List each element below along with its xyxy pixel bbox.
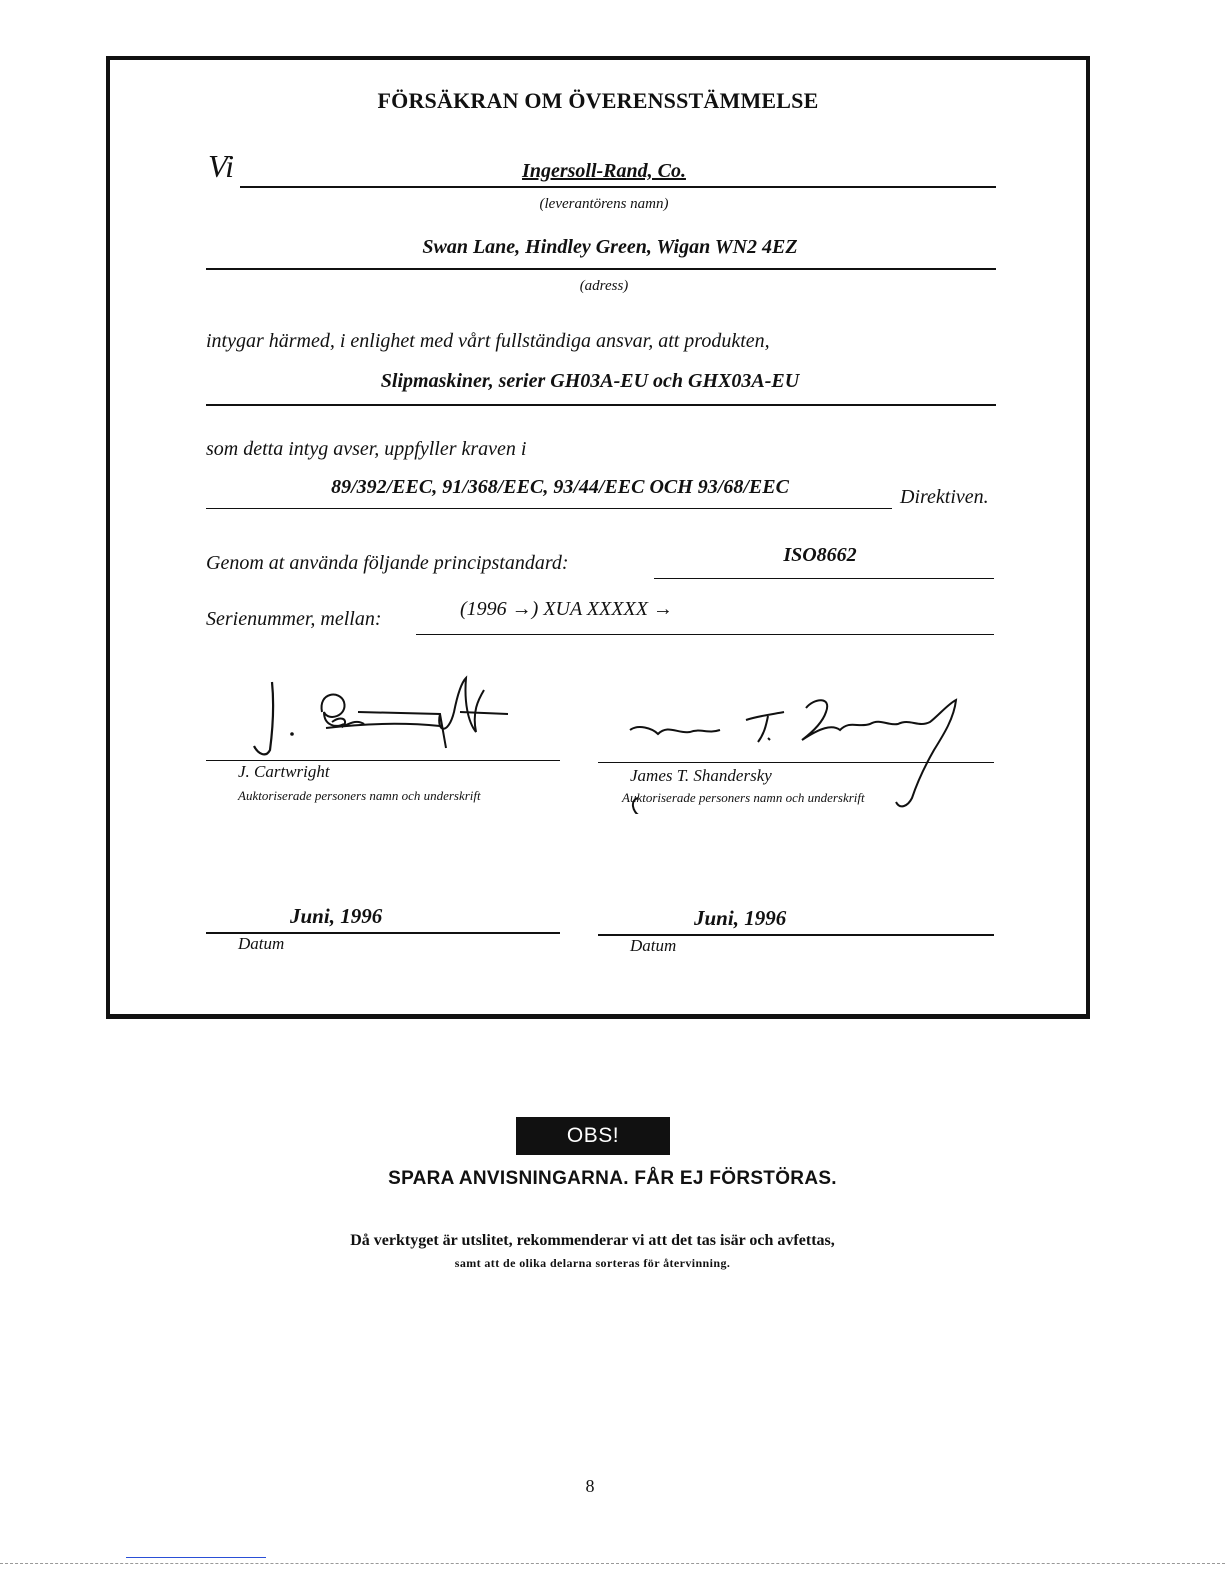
directives-line <box>206 508 892 509</box>
supplier-name: Ingersoll-Rand, Co. <box>522 160 686 182</box>
left-date-caption: Datum <box>238 934 285 953</box>
product-line <box>206 404 996 406</box>
obs-badge: OBS! <box>516 1117 670 1155</box>
declaration-text: intygar härmed, i enlighet med vårt fullständiga ansvar, att produkten, <box>206 330 770 352</box>
standard-value: ISO8662 <box>783 544 857 566</box>
left-date: Juni, 1996 <box>290 904 383 928</box>
directives-list: 89/392/EEC, 91/368/EEC, 93/44/EEC OCH 93/68/EEC <box>331 476 789 498</box>
left-signer-caption: Auktoriserade personers namn och underskrift <box>238 788 481 803</box>
right-signature-line <box>598 762 994 763</box>
page-edge-dashes <box>0 1563 1225 1564</box>
address-line <box>206 268 996 270</box>
recycling-line-1: Då verktyget är utslitet, rekommenderar vi att det tas isär och avfettas, <box>350 1232 835 1249</box>
supplier-address: Swan Lane, Hindley Green, Wigan WN2 4EZ <box>422 236 798 258</box>
right-date-caption: Datum <box>630 936 677 955</box>
left-signer-name: J. Cartwright <box>238 762 330 781</box>
serial-label: Serienummer, mellan: <box>206 608 382 630</box>
page-number: 8 <box>585 1476 595 1496</box>
left-signature-line <box>206 760 560 761</box>
save-instructions: SPARA ANVISNINGARNA. FÅR EJ FÖRSTÖRAS. <box>388 1168 837 1189</box>
standard-label: Genom at använda följande principstandard: <box>206 552 569 574</box>
directives-suffix: Direktiven. <box>900 486 989 508</box>
serial-line <box>416 634 994 635</box>
supplier-caption: (leverantörens namn) <box>539 196 669 212</box>
standard-line <box>654 578 994 579</box>
right-signer-caption: Auktoriserade personers namn och underskrift <box>622 790 865 805</box>
serial-value: (1996 →) XUA XXXXX → <box>460 598 673 620</box>
requirements-text: som detta intyg avser, uppfyller kraven i <box>206 438 527 460</box>
declaration-frame <box>106 56 1090 1019</box>
vi-label: Vi <box>208 148 235 184</box>
document-title: FÖRSÄKRAN OM ÖVERENSSTÄMMELSE <box>377 88 819 113</box>
supplier-line <box>240 186 996 188</box>
right-date: Juni, 1996 <box>694 906 787 930</box>
address-caption: (adress) <box>579 278 629 294</box>
page-edge-mark <box>126 1557 266 1558</box>
product-name: Slipmaskiner, serier GH03A-EU och GHX03A-EU <box>380 370 800 392</box>
left-signature <box>240 672 520 762</box>
right-signer-name: James T. Shandersky <box>630 766 772 785</box>
recycling-line-2: samt att de olika delarna sorteras för återvinning. <box>454 1256 731 1270</box>
